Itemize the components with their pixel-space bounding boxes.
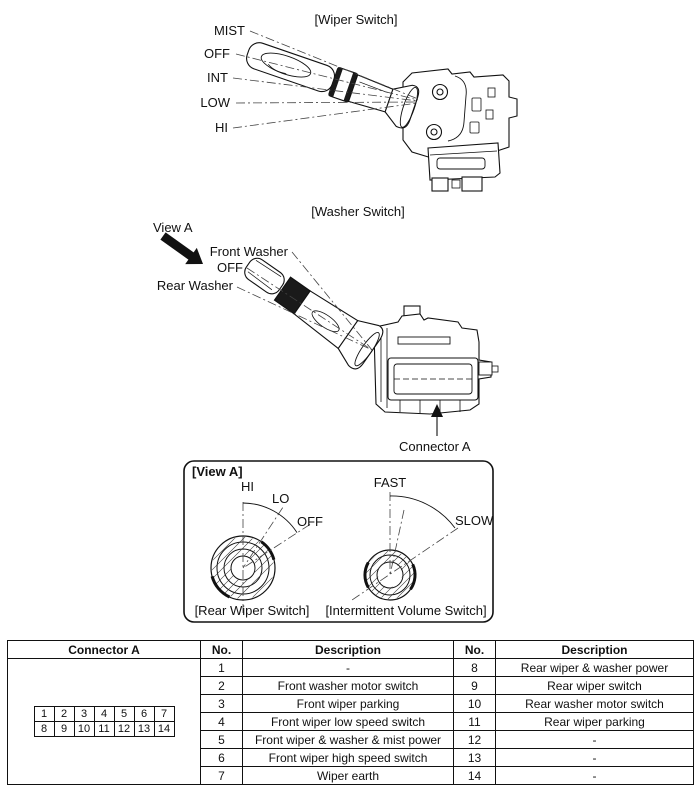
washer-pos-off: OFF — [217, 260, 243, 275]
wiper-pos-low: LOW — [200, 95, 230, 110]
table-row — [8, 659, 694, 677]
description-header-2: Description — [496, 641, 694, 659]
pin-no: 9 — [454, 677, 496, 695]
pin-description: Front wiper low speed switch — [243, 713, 454, 731]
pin-description: Front wiper & washer & mist power — [243, 731, 454, 749]
connector-pinout-table — [7, 640, 694, 785]
pin-description: Front wiper high speed switch — [243, 749, 454, 767]
pin-description: - — [496, 749, 694, 767]
pin-description: Rear wiper & washer power — [496, 659, 694, 677]
pin-cell: 6 — [134, 707, 154, 722]
pin-description: - — [496, 731, 694, 749]
pin-cell: 11 — [94, 722, 114, 737]
no-header-1: No. — [201, 641, 243, 659]
washer-switch-title: [Washer Switch] — [311, 204, 405, 219]
rear-knob-pos-lo: LO — [272, 491, 290, 506]
pin-description: Rear wiper parking — [496, 713, 694, 731]
pin-cell: 14 — [154, 722, 174, 737]
pin-cell: 1 — [34, 707, 54, 722]
view-a-title: [View A] — [192, 464, 243, 479]
wiper-pos-mist: MIST — [213, 23, 245, 38]
pin-no: 11 — [454, 713, 496, 731]
view-a-reference: View A — [153, 220, 193, 235]
volume-pos-slow: SLOW — [455, 513, 494, 528]
pin-no: 1 — [201, 659, 243, 677]
pin-no: 14 — [454, 767, 496, 785]
wiper-switch-drawing — [233, 31, 517, 191]
pin-description: Front wiper parking — [243, 695, 454, 713]
pin-no: 5 — [201, 731, 243, 749]
pin-cell: 9 — [54, 722, 74, 737]
pin-cell: 3 — [74, 707, 94, 722]
pin-description: Rear washer motor switch — [496, 695, 694, 713]
pin-cell: 12 — [114, 722, 134, 737]
connector-pin-grid — [34, 706, 175, 737]
intermittent-volume-knob — [320, 492, 458, 603]
pin-cell: 8 — [34, 722, 54, 737]
wiper-pos-off: OFF — [204, 46, 230, 61]
pin-description: Rear wiper switch — [496, 677, 694, 695]
pin-description: - — [496, 767, 694, 785]
wiper-pos-hi: HI — [215, 120, 228, 135]
pin-description: Wiper earth — [243, 767, 454, 785]
rear-knob-pos-off: OFF — [297, 514, 323, 529]
pin-no: 10 — [454, 695, 496, 713]
table-header-row — [8, 641, 694, 659]
pin-description: Front washer motor switch — [243, 677, 454, 695]
pin-no: 13 — [454, 749, 496, 767]
pin-no: 3 — [201, 695, 243, 713]
pin-cell: 5 — [114, 707, 134, 722]
rear-knob-pos-hi: HI — [241, 479, 254, 494]
wiper-switch-title: [Wiper Switch] — [314, 12, 398, 27]
pin-no: 6 — [201, 749, 243, 767]
description-header-1: Description — [243, 641, 454, 659]
volume-pos-fast: FAST — [373, 475, 407, 490]
pin-description: - — [243, 659, 454, 677]
pin-cell: 4 — [94, 707, 114, 722]
pin-no: 4 — [201, 713, 243, 731]
pin-no: 7 — [201, 767, 243, 785]
wiper-pos-int: INT — [207, 70, 228, 85]
pin-no: 2 — [201, 677, 243, 695]
pin-cell: 10 — [74, 722, 94, 737]
rear-wiper-caption: [Rear Wiper Switch] — [194, 603, 310, 618]
no-header-2: No. — [454, 641, 496, 659]
washer-pos-rear: Rear Washer — [156, 278, 233, 293]
connector-a-label: Connector A — [399, 439, 471, 454]
pin-cell: 13 — [134, 722, 154, 737]
pin-no: 8 — [454, 659, 496, 677]
pin-cell: 7 — [154, 707, 174, 722]
pin-no: 12 — [454, 731, 496, 749]
view-a-inset-drawing — [150, 461, 493, 622]
intermittent-caption: [Intermittent Volume Switch] — [325, 603, 487, 618]
connector-a-header: Connector A — [8, 641, 201, 659]
washer-pos-front: Front Washer — [209, 244, 288, 259]
pin-cell: 2 — [54, 707, 74, 722]
connector-pin-diagram-cell — [8, 659, 201, 785]
